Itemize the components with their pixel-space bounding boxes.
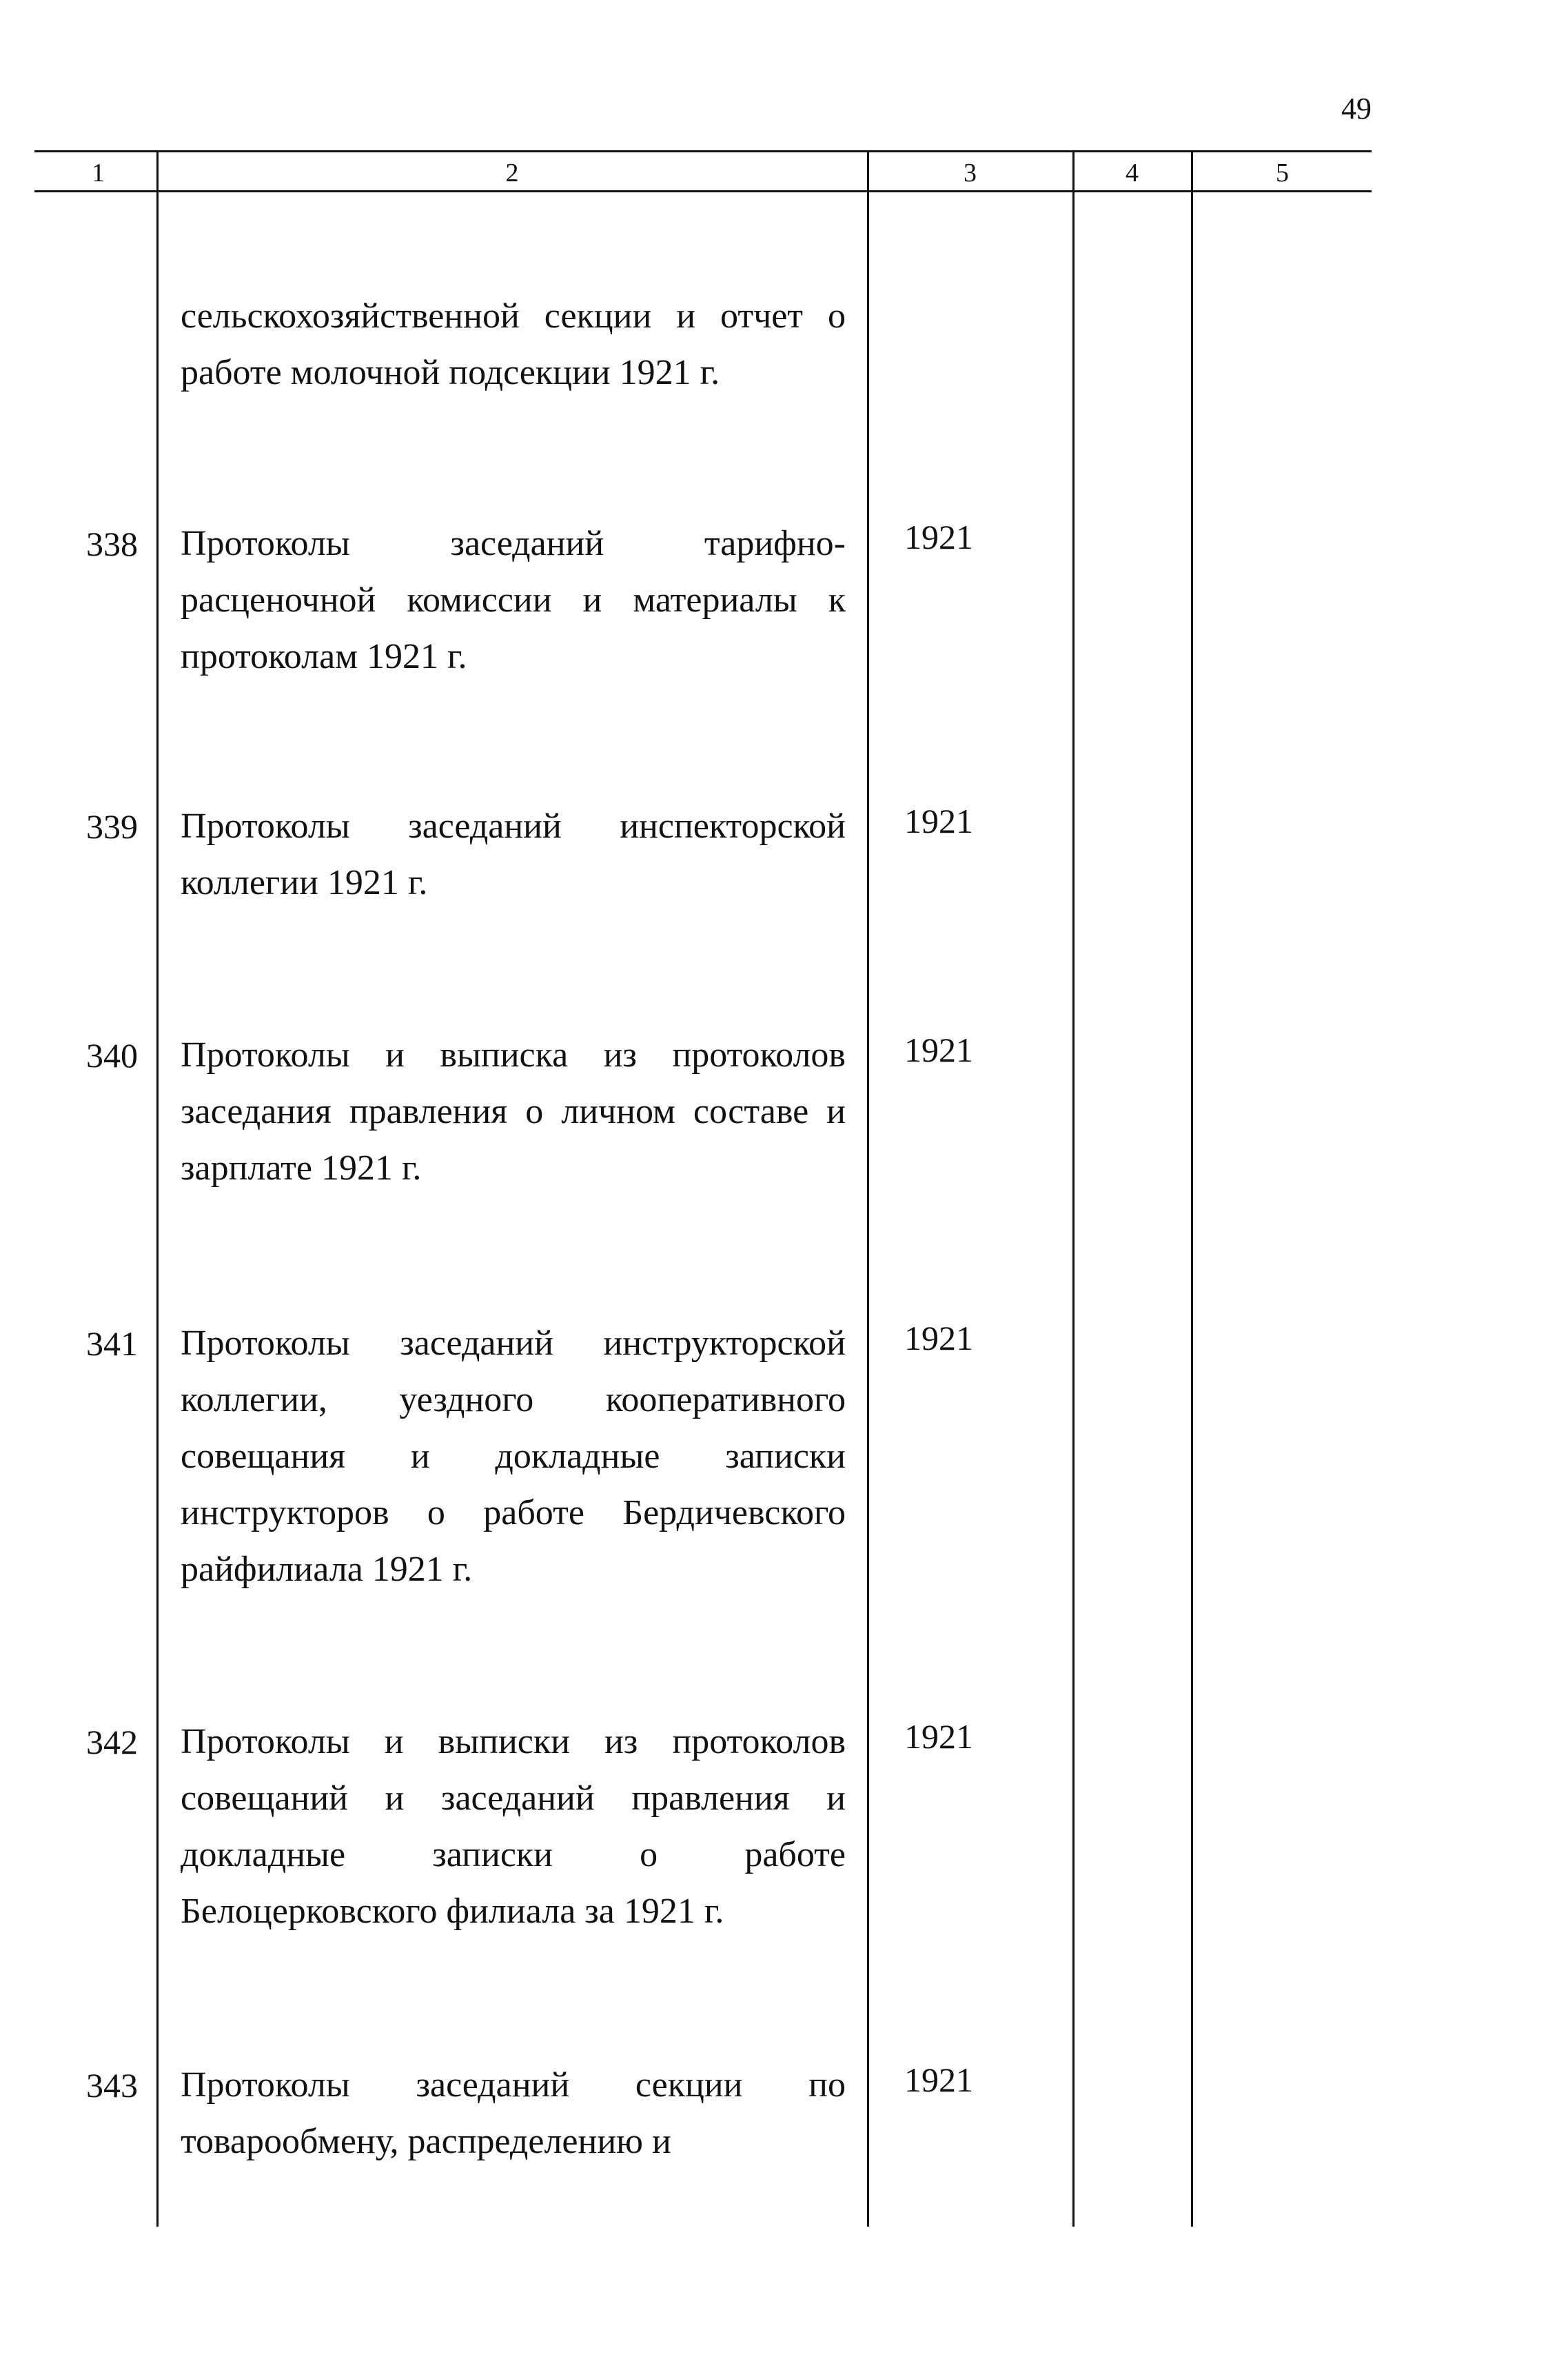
entry-date: 1921 — [904, 518, 973, 556]
entry-date: 1921 — [904, 1717, 973, 1756]
entry-date: 1921 — [904, 1031, 973, 1069]
page-number: 49 — [1341, 92, 1372, 125]
continuation-text: сельскохозяйственной секции и отчет о работе молочной подсекции 1921 г. — [181, 296, 846, 392]
entry-number: 342 — [86, 1723, 138, 1761]
entry-number: 343 — [86, 2066, 138, 2105]
entry-description: Протоколы заседаний инструкторской коллегии, уездного кооперативного совещания и докладные записки инструкторов о работе Бердичевского райфилиала 1921 г. — [181, 1324, 846, 1589]
entry-date: 1921 — [904, 1319, 973, 1357]
entry-number: 338 — [86, 525, 138, 563]
entry-description: Протоколы заседаний секции по товарообмену, распределению и — [181, 2065, 846, 2161]
column-divider-1 — [156, 150, 159, 2227]
column-header-1: 1 — [92, 159, 105, 188]
entry-description: Протоколы заседаний инспекторской коллегии 1921 г. — [181, 807, 846, 902]
entry-number: 341 — [86, 1324, 138, 1363]
column-divider-2 — [867, 150, 869, 2227]
column-header-4: 4 — [1126, 159, 1139, 188]
entry-number: 340 — [86, 1036, 138, 1075]
entry-description: Протоколы и выписки из протоколов совещаний и заседаний правления и докладные записки о работе Белоцерковского филиала за 1921 г. — [181, 1722, 846, 1931]
table-header-rule — [34, 190, 1372, 192]
entry-date: 1921 — [904, 802, 973, 840]
table-top-rule — [34, 150, 1372, 152]
column-divider-3 — [1072, 150, 1075, 2227]
column-header-2: 2 — [505, 159, 519, 188]
column-divider-4 — [1191, 150, 1193, 2227]
column-header-5: 5 — [1276, 159, 1289, 188]
entry-number: 339 — [86, 807, 138, 846]
entry-description: Протоколы заседаний тарифно-расценочной комиссии и материалы к протоколам 1921 г. — [181, 524, 846, 676]
entry-date: 1921 — [904, 2060, 973, 2099]
entry-description: Протоколы и выписка из протоколов заседания правления о личном составе и зарплате 1921 г. — [181, 1035, 846, 1188]
column-header-3: 3 — [964, 159, 977, 188]
